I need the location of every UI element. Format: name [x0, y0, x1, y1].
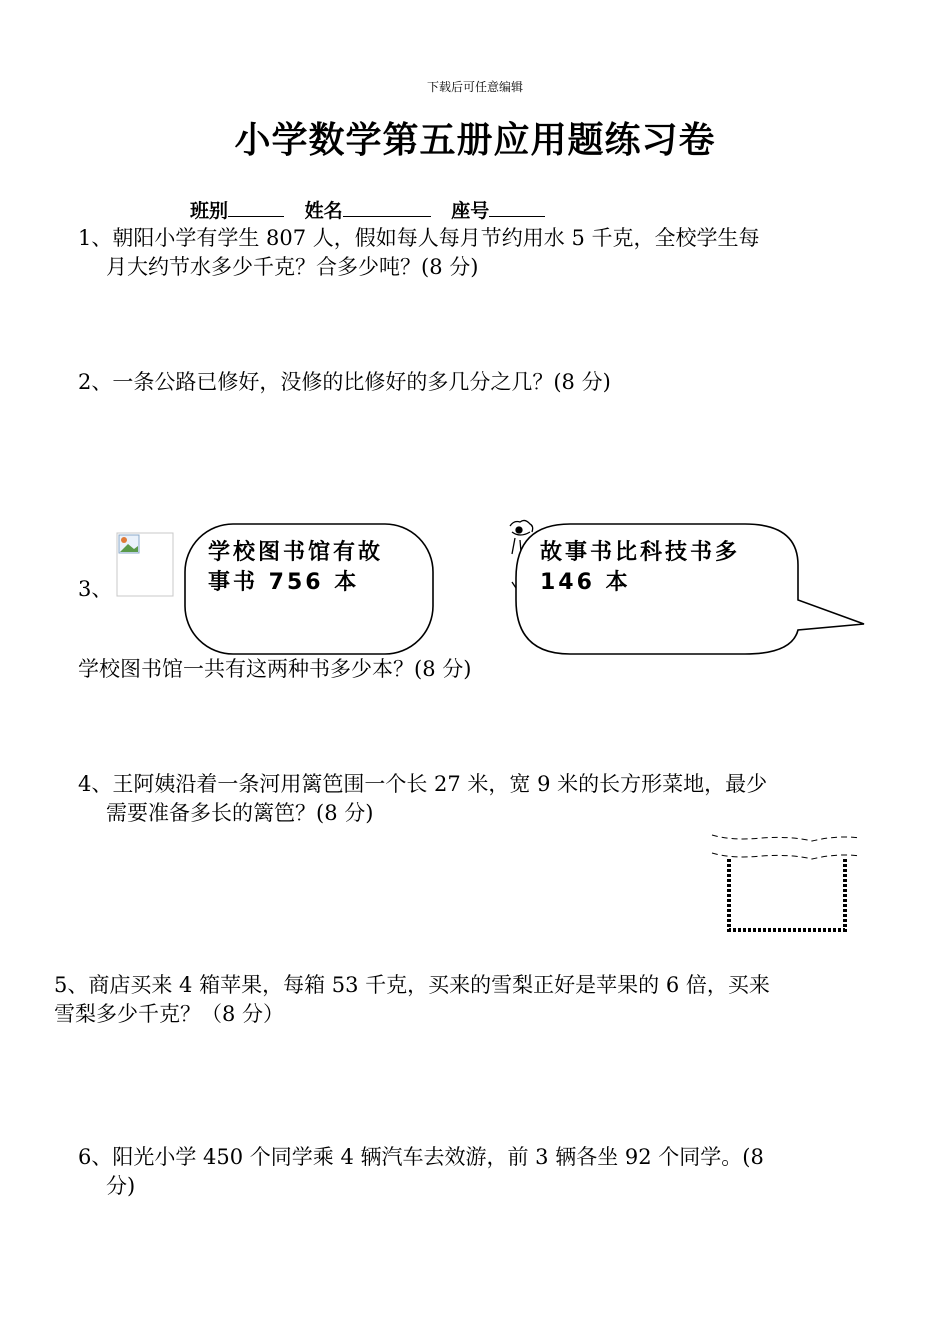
- question-5-line-1: 5、商店买来 4 箱苹果，每箱 53 千克，买来的雪梨正好是苹果的 6 倍，买来: [54, 973, 770, 997]
- bubble-2-line-1: 故事书比科技书多: [540, 540, 741, 565]
- question-5-line-2: 雪梨多少千克？（8 分）: [54, 1002, 285, 1026]
- question-5: [54, 971, 924, 1029]
- question-4: [78, 770, 918, 828]
- question-1-line-1: 1、朝阳小学有学生 807 人，假如每人每月节约用水 5 千克，全校学生每: [78, 226, 760, 250]
- bubble-1-text: [208, 538, 428, 598]
- question-3-text: 学校图书馆一共有这两种书多少本？(8 分): [78, 657, 472, 681]
- question-4-line-1: 4、王阿姨沿着一条河用篱笆围一个长 27 米，宽 9 米的长方形菜地，最少: [78, 772, 768, 796]
- bubble-2-line-2: 146 本: [540, 570, 631, 595]
- class-label: 班别: [190, 200, 229, 222]
- bubble-1-line-2: 事书 756 本: [208, 570, 360, 595]
- fence-diagram: [712, 835, 860, 930]
- question-1-line-2: 月大约节水多少千克？合多少吨？(8 分): [106, 255, 479, 279]
- question-6-line-1: 6、阳光小学 450 个同学乘 4 辆汽车去效游，前 3 辆各坐 92 个同学。(8: [78, 1145, 764, 1169]
- broken-image-icon: [117, 533, 173, 596]
- page-title: 小学数学第五册应用题练习卷: [234, 120, 716, 161]
- question-4-line-2: 需要准备多长的篱笆？(8 分): [106, 801, 374, 825]
- question-2: 2、一条公路已修好，没修的比修好的多几分之几？(8 分): [78, 370, 611, 394]
- question-6: [78, 1143, 918, 1201]
- name-label: 姓名: [304, 200, 343, 222]
- bubble-1-line-1: 学校图书馆有故: [208, 540, 384, 565]
- question-3-number: 3、: [78, 577, 113, 601]
- question-6-line-2: 分): [106, 1174, 136, 1198]
- header-note: 下载后可任意编辑: [426, 80, 523, 94]
- bubble-2-text: [540, 538, 800, 598]
- seat-label: 座号: [451, 200, 490, 222]
